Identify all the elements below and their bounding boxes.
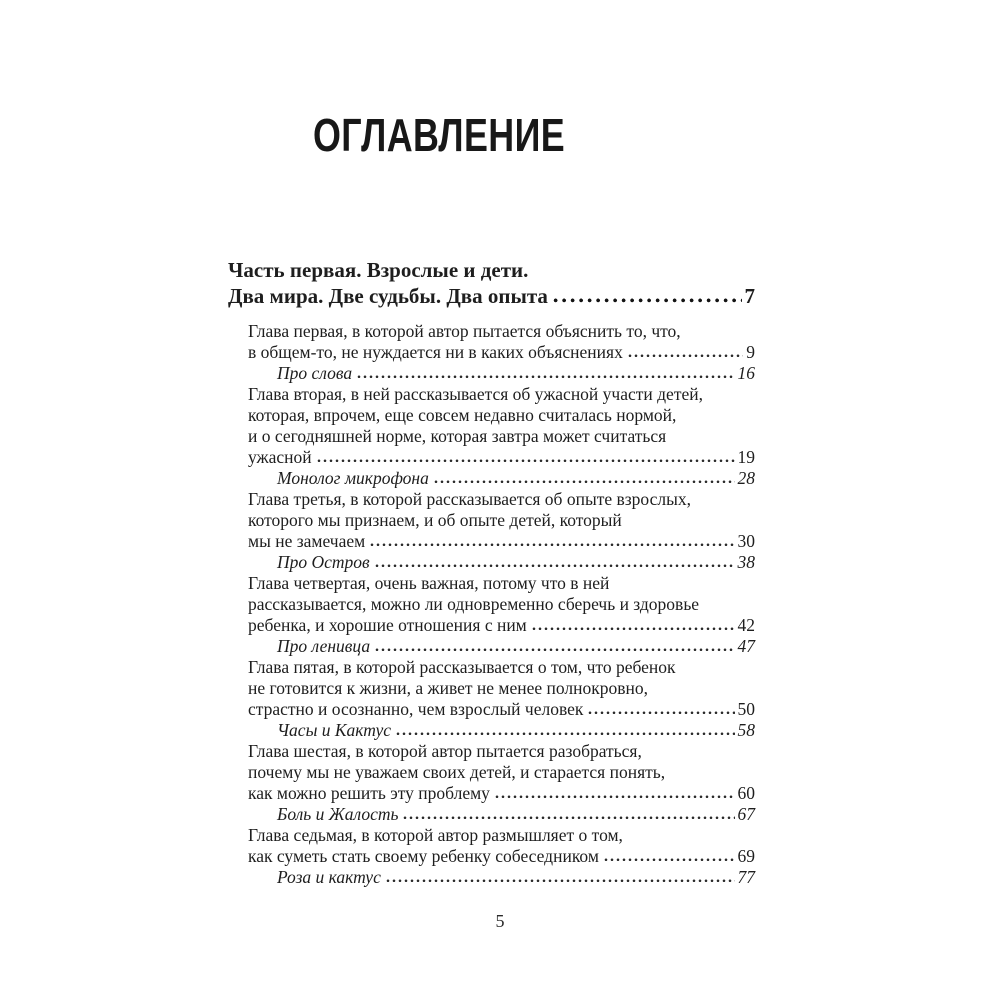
toc-entry-line (248, 699, 755, 720)
toc-entry-chapter (228, 321, 755, 363)
toc-entry-line: Глава первая, в которой автор пытается объяснить то, что, (248, 321, 681, 341)
toc-entry-sub (228, 804, 755, 825)
toc-entry-line (277, 867, 755, 888)
toc-page-number: 9 (746, 342, 755, 362)
toc-page-number: 38 (737, 552, 755, 572)
toc-page-number: 58 (737, 720, 755, 740)
dot-leader (532, 626, 735, 631)
table-of-contents (228, 257, 755, 888)
toc-entry-line (228, 283, 755, 309)
toc-entry-chapter (228, 825, 755, 867)
toc-entry-line (248, 846, 755, 867)
toc-page-number: 16 (737, 363, 755, 383)
toc-entry-line: рассказывается, можно ли одновременно сберечь и здоровье (248, 594, 700, 614)
toc-page-number: 60 (737, 783, 755, 803)
dot-leader (370, 542, 734, 547)
toc-entry-line (248, 615, 755, 636)
toc-entry-text: в общем-то, не нуждается ни в каких объяснениях (248, 342, 623, 362)
toc-entry-text: Про слова (277, 363, 353, 383)
toc-entry-sub (228, 552, 755, 573)
toc-entry-text: Боль и Жалость (277, 804, 399, 824)
toc-entry-part (228, 257, 755, 309)
dot-leader (588, 710, 734, 715)
toc-entry-line: и о сегодняшней норме, которая завтра может считаться (248, 426, 667, 446)
toc-entry-line: которого мы признаем, и об опыте детей, который (248, 510, 622, 530)
dot-leader (375, 647, 734, 652)
toc-entry-line: Глава седьмая, в которой автор размышляет о том, (248, 825, 623, 845)
toc-entry-line: Часть первая. Взрослые и дети. (228, 258, 529, 282)
toc-entry-text: Два мира. Две судьбы. Два опыта (228, 284, 548, 308)
toc-page-number: 47 (737, 636, 755, 656)
toc-page-number: 7 (744, 284, 755, 308)
toc-entry-line: Глава шестая, в которой автор пытается разобраться, (248, 741, 642, 761)
toc-entry-text: Монолог микрофона (277, 468, 429, 488)
toc-entry-text: ужасной (248, 447, 312, 467)
toc-page-number: 28 (737, 468, 755, 488)
toc-entry-line: не готовится к жизни, а живет не менее полнокровно, (248, 678, 649, 698)
toc-entry-sub (228, 867, 755, 888)
dot-leader (375, 563, 735, 568)
toc-entry-line: Глава пятая, в которой рассказывается о том, что ребенок (248, 657, 676, 677)
toc-entry-chapter (228, 489, 755, 552)
toc-entry-text: Роза и кактус (277, 867, 381, 887)
toc-entry-line: Глава третья, в которой рассказывается об опыте взрослых, (248, 489, 691, 509)
toc-entry-line: Глава четвертая, очень важная, потому что в ней (248, 573, 610, 593)
toc-entry-line (248, 342, 755, 363)
toc-entry-text: Про Остров (277, 552, 370, 572)
toc-page-number: 50 (737, 699, 755, 719)
dot-leader (495, 794, 735, 799)
toc-entry-text: Часы и Кактус (277, 720, 391, 740)
dot-leader (628, 353, 743, 358)
toc-entry-chapter (228, 741, 755, 804)
toc-entry-line (248, 783, 755, 804)
toc-page-number: 42 (737, 615, 755, 635)
toc-entry-line (277, 363, 755, 384)
toc-entry-line (248, 531, 755, 552)
toc-entry-text: ребенка, и хорошие отношения с ним (248, 615, 527, 635)
dot-leader (386, 878, 735, 883)
toc-entry-text: страстно и осознанно, чем взрослый человек (248, 699, 584, 719)
toc-entry-line (248, 447, 755, 468)
toc-page-number: 69 (737, 846, 755, 866)
dot-leader (317, 458, 735, 463)
toc-page-number: 19 (737, 447, 755, 467)
toc-page-number: 77 (737, 867, 755, 887)
toc-entry-chapter (228, 657, 755, 720)
page-title: ОГЛАВЛЕНИЕ (313, 109, 566, 161)
toc-entry-text: мы не замечаем (248, 531, 366, 551)
toc-entry-line (277, 552, 755, 573)
toc-entry-line (277, 468, 755, 489)
toc-entry-sub (228, 636, 755, 657)
toc-entry-line: почему мы не уважаем своих детей, и старается понять, (248, 762, 666, 782)
toc-entry-text: Про ленивца (277, 636, 371, 656)
toc-entry-text: как суметь стать своему ребенку собеседником (248, 846, 599, 866)
toc-entry-chapter (228, 573, 755, 636)
toc-entry-text: как можно решить эту проблему (248, 783, 490, 803)
folio-page-number: 5 (495, 911, 505, 931)
toc-entry-chapter (228, 384, 755, 468)
toc-page-number: 30 (737, 531, 755, 551)
toc-entry-sub (228, 720, 755, 741)
dot-leader (604, 857, 735, 862)
toc-entry-line (277, 720, 755, 741)
dot-leader (396, 731, 735, 736)
toc-page-number: 67 (737, 804, 755, 824)
toc-entry-line (277, 636, 755, 657)
dot-leader (403, 815, 734, 820)
toc-entry-line: Глава вторая, в ней рассказывается об ужасной участи детей, (248, 384, 703, 404)
toc-entry-line: которая, впрочем, еще совсем недавно считалась нормой, (248, 405, 677, 425)
dot-leader (434, 479, 735, 484)
toc-entry-sub (228, 468, 755, 489)
dot-leader (357, 374, 734, 379)
dot-leader (553, 297, 742, 303)
toc-entry-line (277, 804, 755, 825)
toc-entry-sub (228, 363, 755, 384)
